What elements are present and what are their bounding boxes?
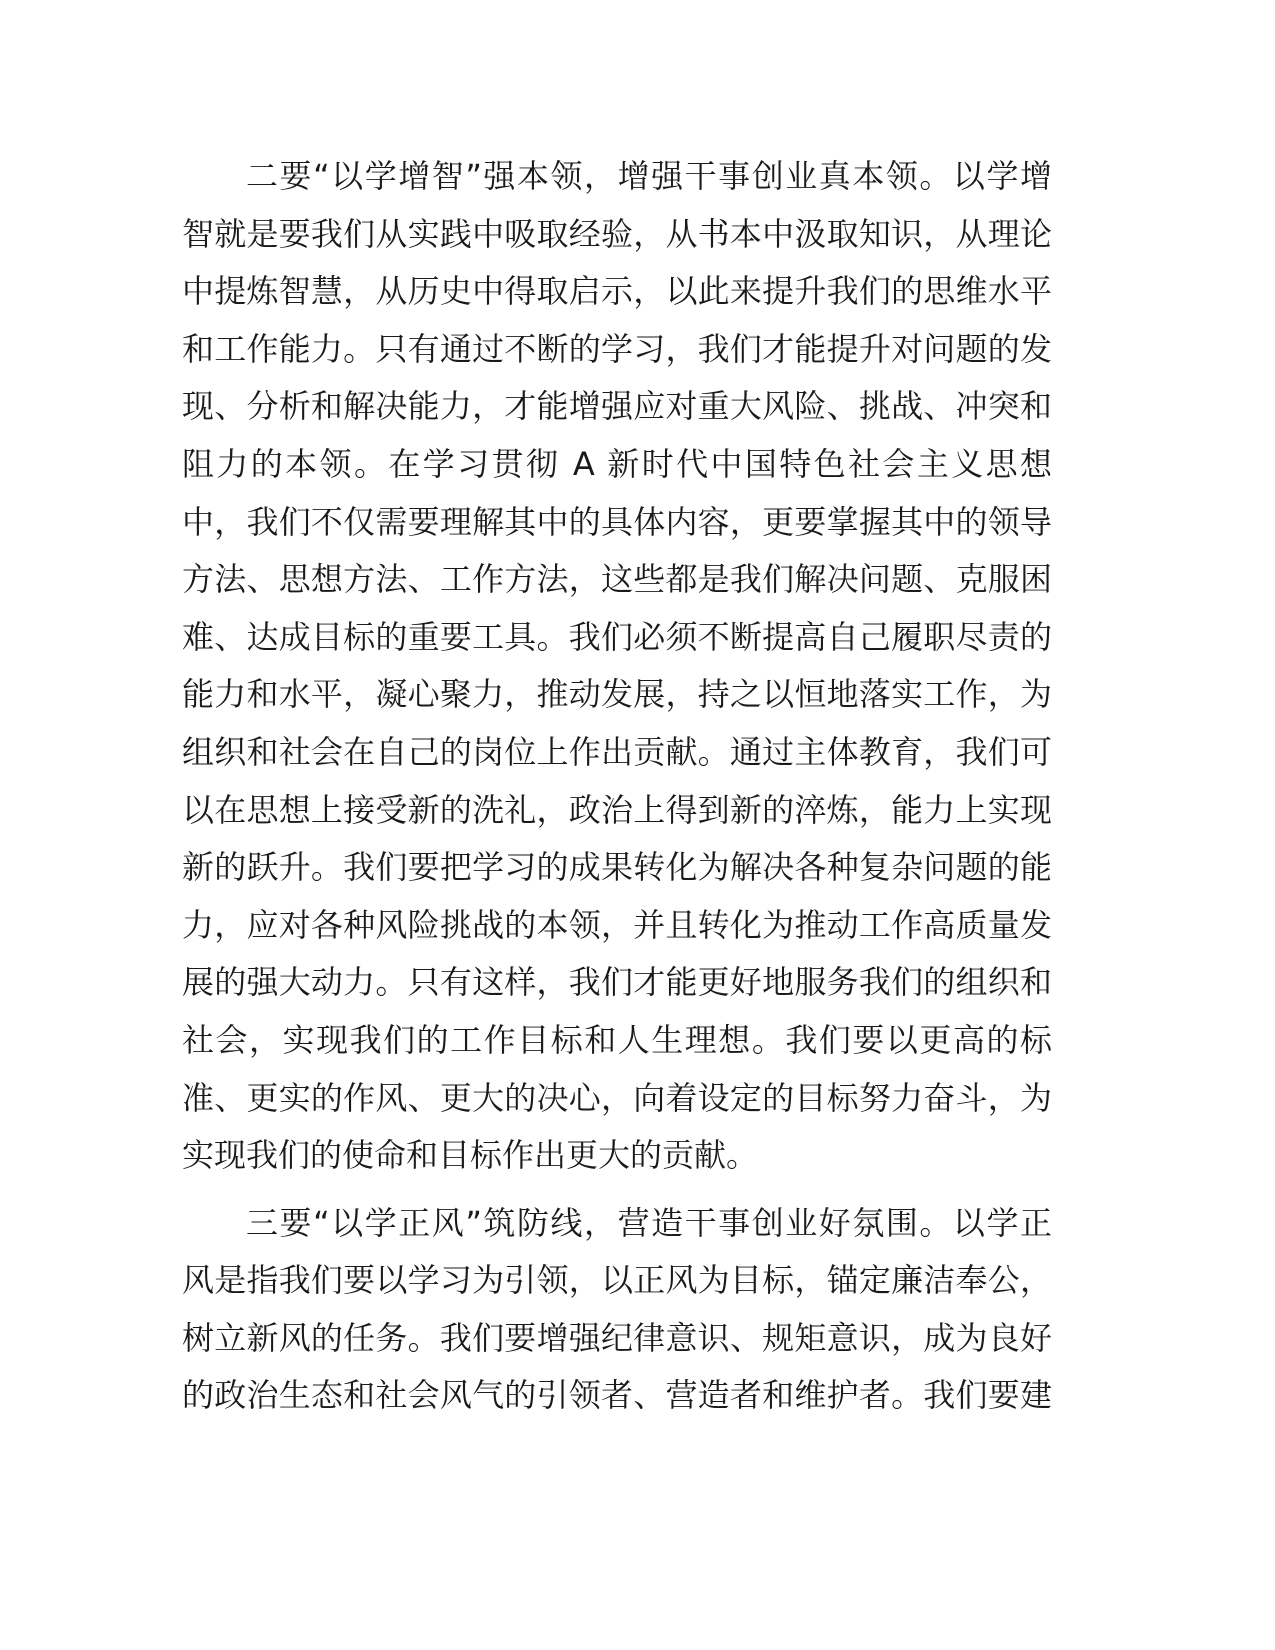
text-line: 组织和社会在自己的岗位上作出贡献。通过主体教育，我们可: [182, 732, 1052, 771]
text-line: 现、分析和解决能力，才能增强应对重大风险、挑战、冲突和: [182, 387, 1052, 426]
text-line: 方法、思想方法、工作方法，这些都是我们解决问题、克服困: [182, 560, 1052, 599]
text-line: 智就是要我们从实践中吸取经验，从书本中汲取知识，从理论: [182, 214, 1052, 253]
text-line: 树立新风的任务。我们要增强纪律意识、规矩意识，成为良好: [182, 1318, 1052, 1357]
paragraph-gap: [182, 1185, 1052, 1195]
text-line: 展的强大动力。只有这样，我们才能更好地服务我们的组织和: [182, 963, 1052, 1002]
text-line: 准、更实的作风、更大的决心，向着设定的目标努力奋斗，为: [182, 1078, 1052, 1117]
text-line: 风是指我们要以学习为引领，以正风为目标，锚定廉洁奉公，: [182, 1261, 1052, 1300]
text-line: 三要“以学正风”筑防线，营造干事创业好氛围。以学正: [246, 1203, 1052, 1242]
text-line: 阻力的本领。在学习贯彻 A 新时代中国特色社会主义思想: [182, 444, 1052, 483]
document-body: [182, 148, 1052, 1425]
text-line: 中提炼智慧，从历史中得取启示，以此来提升我们的思维水平: [182, 272, 1052, 311]
text-line: 的政治生态和社会风气的引领者、营造者和维护者。我们要建: [182, 1376, 1052, 1415]
text-line: 和工作能力。只有通过不断的学习，我们才能提升对问题的发: [182, 329, 1052, 368]
text-line: 难、达成目标的重要工具。我们必须不断提高自己履职尽责的: [182, 617, 1052, 656]
paragraph-third-point: [182, 1195, 1052, 1425]
text-line: 二要“以学增智”强本领，增强干事创业真本领。以学增: [246, 157, 1052, 195]
text-line: 实现我们的使命和目标作出更大的贡献。: [182, 1136, 759, 1175]
text-line: 力，应对各种风险挑战的本领，并且转化为推动工作高质量发: [182, 905, 1052, 944]
text-line: 以在思想上接受新的洗礼，政治上得到新的淬炼，能力上实现: [182, 790, 1052, 829]
text-line: 能力和水平，凝心聚力，推动发展，持之以恒地落实工作，为: [182, 675, 1052, 714]
text-line: 社会，实现我们的工作目标和人生理想。我们要以更高的标: [182, 1020, 1052, 1059]
paragraph-second-point: [182, 148, 1052, 1185]
text-line: 中，我们不仅需要理解其中的具体内容，更要掌握其中的领导: [182, 502, 1052, 541]
text-line: 新的跃升。我们要把学习的成果转化为解决各种复杂问题的能: [182, 848, 1052, 887]
